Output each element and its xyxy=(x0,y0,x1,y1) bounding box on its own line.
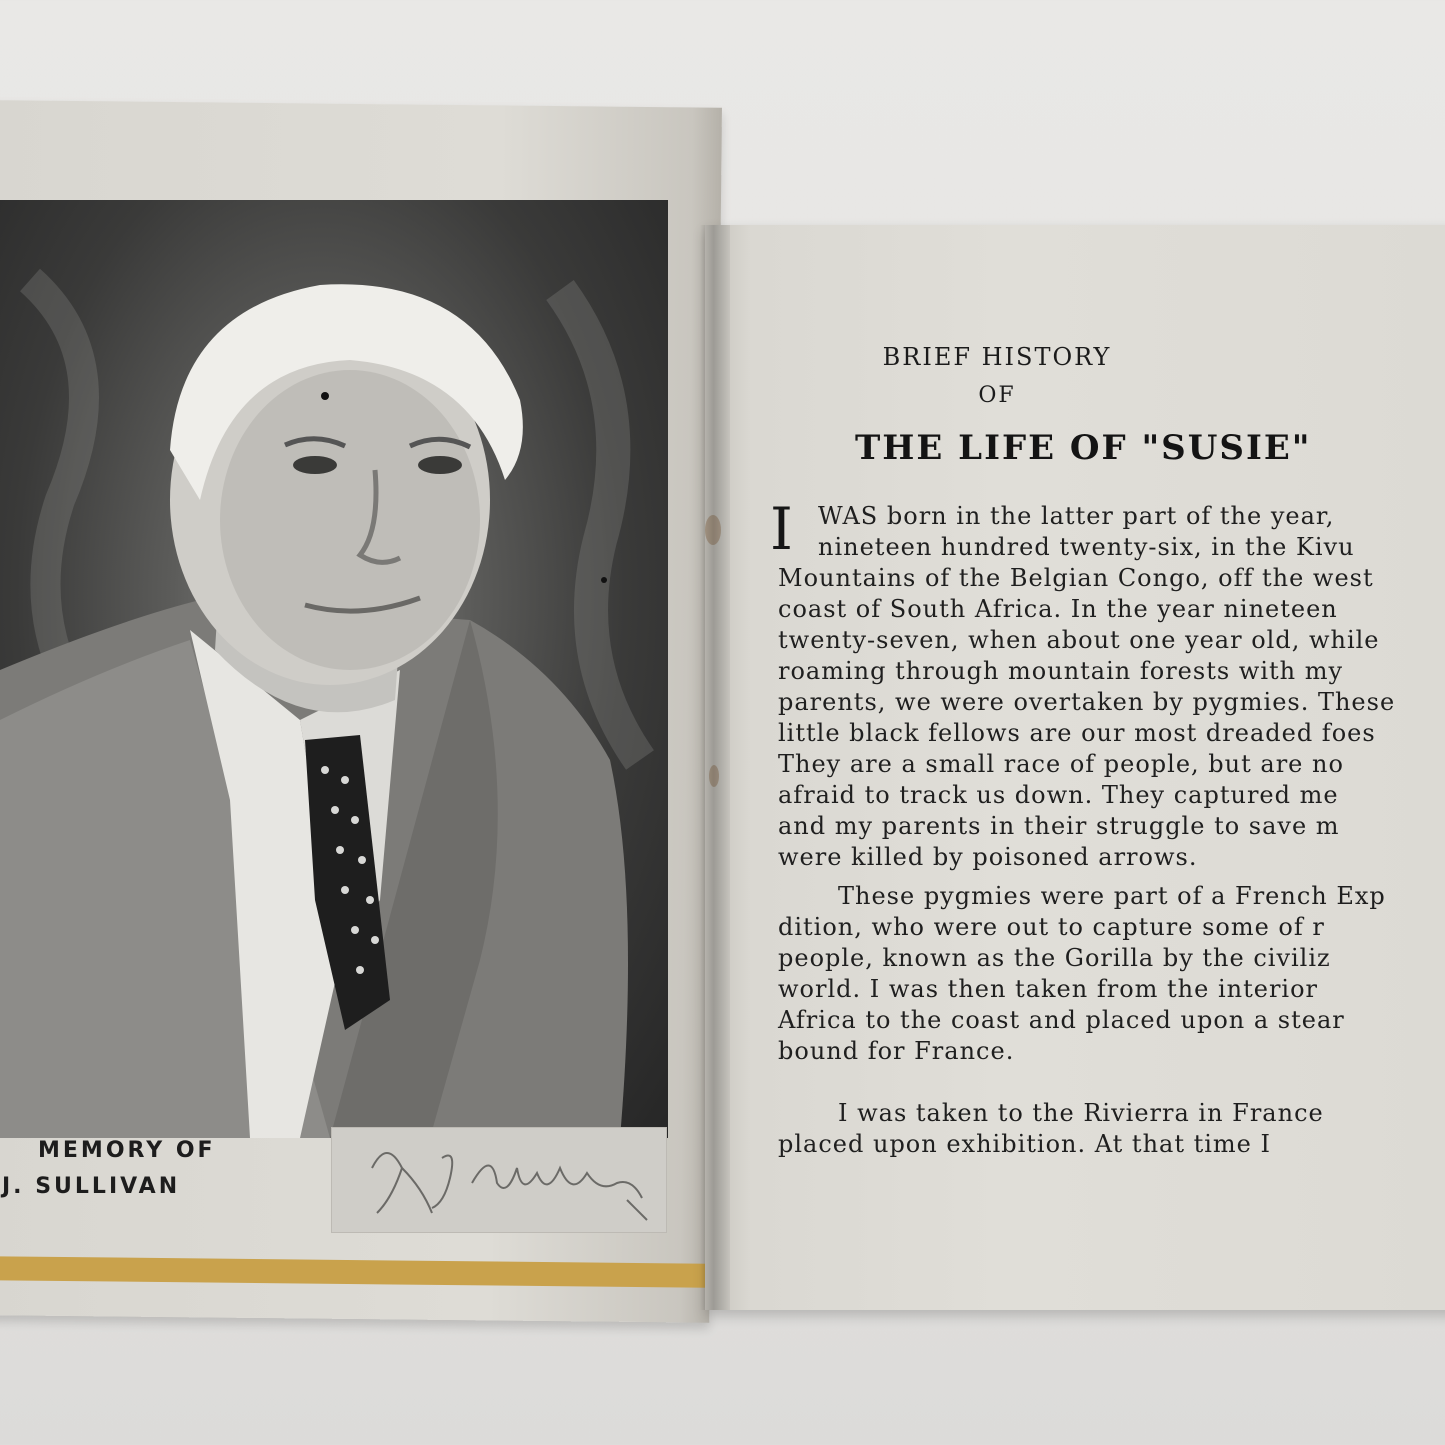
text-line: little black fellows are our most dreaded foes xyxy=(778,719,1376,747)
text-line: Africa to the coast and placed upon a stear xyxy=(778,1006,1345,1034)
page-title: THE LIFE OF "SUSIE" xyxy=(855,428,1312,468)
signature-image xyxy=(331,1127,667,1233)
text-line: dition, who were out to capture some of r xyxy=(778,913,1325,941)
text-line: twenty-seven, when about one year old, while xyxy=(778,626,1380,654)
text-line: I was taken to the Rivierra in France xyxy=(838,1099,1324,1127)
text-line: were killed by poisoned arrows. xyxy=(778,843,1198,871)
heading-brief-history: BRIEF HISTORY xyxy=(882,343,1112,371)
text-line: roaming through mountain forests with my xyxy=(778,657,1344,685)
memorial-caption-line1: MEMORY OF xyxy=(38,1138,216,1163)
text-line: bound for France. xyxy=(778,1037,1015,1065)
text-line: WAS born in the latter part of the year, xyxy=(818,502,1335,530)
right-page xyxy=(705,225,1445,1310)
text-line: nineteen hundred twenty-six, in the Kivu xyxy=(818,533,1355,561)
text-line: These pygmies were part of a French Exp xyxy=(838,882,1386,910)
drop-cap: I xyxy=(770,495,793,563)
text-line: parents, we were overtaken by pygmies. These xyxy=(778,688,1396,716)
text-line: world. I was then taken from the interior xyxy=(778,975,1319,1003)
portrait-photo xyxy=(0,200,668,1138)
portrait-illustration xyxy=(0,200,668,1138)
text-line: Mountains of the Belgian Congo, off the west xyxy=(778,564,1374,592)
text-line: coast of South Africa. In the year nineteen xyxy=(778,595,1338,623)
paragraph-2 xyxy=(778,881,1445,1067)
memorial-caption-line2: J. SULLIVAN xyxy=(2,1174,181,1199)
heading-of: OF xyxy=(978,383,1016,408)
text-line: They are a small race of people, but are no xyxy=(778,750,1344,778)
text-line: and my parents in their struggle to save m xyxy=(778,812,1340,840)
book-spine-shadow xyxy=(700,225,730,1310)
paragraph-3 xyxy=(778,1098,1445,1160)
text-line: afraid to track us down. They captured me xyxy=(778,781,1339,809)
signature-scribble xyxy=(332,1128,666,1232)
text-line: people, known as the Gorilla by the civiliz xyxy=(778,944,1331,972)
text-line: placed upon exhibition. At that time I xyxy=(778,1130,1271,1158)
paragraph-1 xyxy=(778,501,1445,873)
